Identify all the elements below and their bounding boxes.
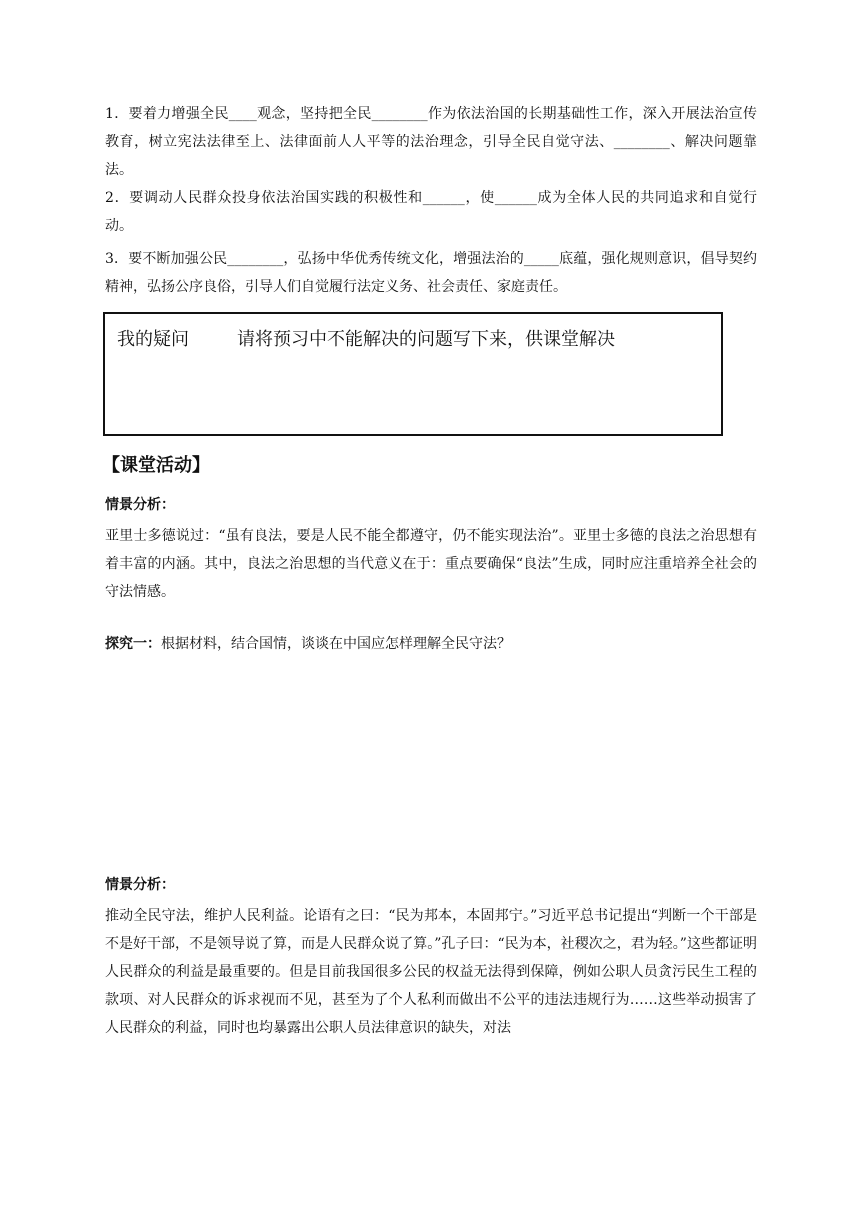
question-box-title: 我的疑问 [117,329,189,350]
question-box-hint: 请将预习中不能解决的问题写下来，供课堂解决 [237,329,615,350]
my-questions-box[interactable] [103,312,723,436]
scene-analysis-label-1: 情景分析： [105,497,175,513]
scene-analysis-label-2: 情景分析： [105,877,175,893]
preview-item-2: 2．要调动人民群众投身依法治国实践的积极性和______，使______成为全体人民的共同追求和自觉行动。 [105,190,757,234]
inquiry-one-text: 根据材料，结合国情，谈谈在中国应怎样理解全民守法？ [161,636,511,652]
preview-item-3: 3．要不断加强公民________，弘扬中华优秀传统文化，增强法治的_____底蕴，强化规则意识，倡导契约精神，弘扬公序良俗，引导人们自觉履行法定义务、社会责任、家庭责任。 [105,251,757,295]
scene-analysis-text-1: 亚里士多德说过：“虽有良法，要是人民不能全都遵守，仍不能实现法治”。亚里士多德的良法之治思想有着丰富的内涵。其中，良法之治思想的当代意义在于：重点要确保“良法”生成，同时应注重培养全社会的守法情感。 [105,528,757,600]
inquiry-one-label: 探究一： [105,636,161,652]
inquiry-one [105,632,511,656]
scene-analysis-text-2: 推动全民守法，维护人民利益。论语有之曰：“民为邦本，本固邦宁。”习近平总书记提出“判断一个干部是不是好干部，不是领导说了算，而是人民群众说了算。”孔子曰：“民为本，社稷次之，君为轻。”这些都证明人民群众的利益是最重要的。但是目前我国很多公民的权益无法得到保障，例如公职人员贪污民生工程的款项、对人民群众的诉求视而不见，甚至为了个人私利而做出不公平的违法违规行为……这些举动损害了人民群众的利益，同时也均暴露出公职人员法律意识的缺失，对法 [105,908,757,1036]
preview-item-1: 1．要着力增强全民____观念，坚持把全民________作为依法治国的长期基础性工作，深入开展法治宣传教育，树立宪法法律至上、法律面前人人平等的法治理念，引导全民自觉守法、________、解决问题靠法。 [105,106,757,178]
classroom-activity-heading: 【课堂活动】 [102,455,210,476]
